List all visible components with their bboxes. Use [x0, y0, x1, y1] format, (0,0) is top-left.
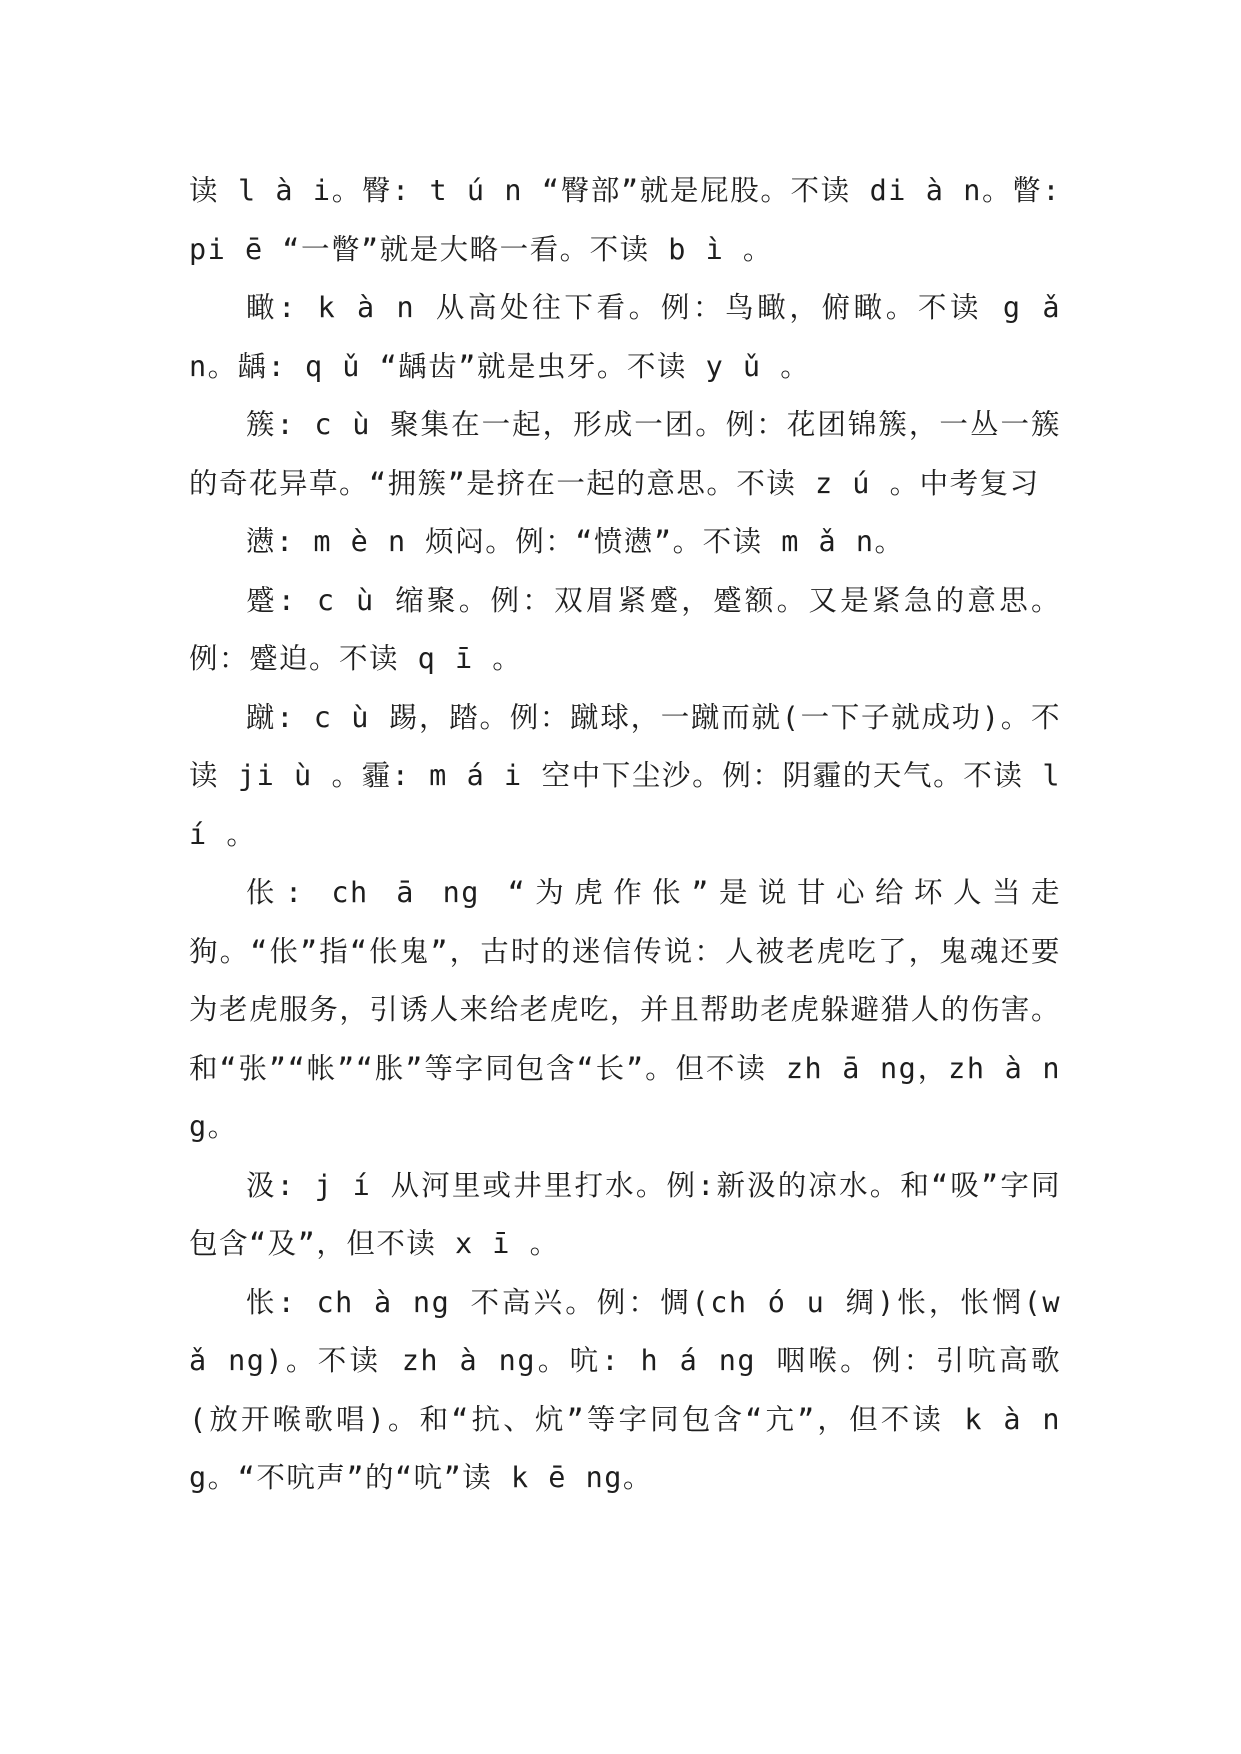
paragraph-9: 怅: ch à ng 不高兴。例：惆(ch ó u 绸)怅，怅惘(w ǎ ng)。不读 zh à ng。吭: h á ng 咽喉。例：引吭高歌(放开喉歌唱)。和“抗、炕”等字同包含“亢”，但不读 k à ng。“不吭声”的“吭”读 k ē ng。: [189, 1285, 1061, 1494]
paragraph-1: 读 l à i。臀: t ú n “臀部”就是屁股。不读 di à n。瞥: pi ē “一瞥”就是大略一看。不读 b ì 。: [189, 174, 1061, 266]
paragraph-5: 蹙: c ù 缩聚。例：双眉紧蹙，蹙额。又是紧急的意思。例：蹙迫。不读 q ī 。: [189, 583, 1061, 675]
document-page: [189, 162, 1061, 1508]
paragraph-2: 瞰: k à n 从高处往下看。例：鸟瞰，俯瞰。不读 g ǎ n。龋: q ǔ “龋齿”就是虫牙。不读 y ǔ 。: [189, 291, 1061, 383]
paragraph-3: 簇: c ù 聚集在一起，形成一团。例：花团锦簇，一丛一簇的奇花异草。“拥簇”是挤在一起的意思。不读 z ú 。中考复习: [189, 408, 1061, 500]
paragraph-4: 懑: m è n 烦闷。例：“愤懑”。不读 m ǎ n。: [246, 525, 905, 558]
paragraph-8: 汲: j í 从河里或井里打水。例:新汲的凉水。和“吸”字同包含“及”，但不读 x ī 。: [189, 1168, 1061, 1260]
paragraph-6: 蹴: c ù 踢，踏。例：蹴球，一蹴而就(一下子就成功)。不读 ji ù 。霾: m á i 空中下尘沙。例：阴霾的天气。不读 l í 。: [189, 700, 1061, 851]
paragraph-7: 伥: ch ā ng “为虎作伥”是说甘心给坏人当走狗。“伥”指“伥鬼”，古时的迷信传说：人被老虎吃了，鬼魂还要为老虎服务，引诱人来给老虎吃，并且帮助老虎躲避猎人的伤害。和“张”“帐”“胀”等字同包含“长”。但不读 zh ā ng，zh à ng。: [189, 876, 1061, 1143]
